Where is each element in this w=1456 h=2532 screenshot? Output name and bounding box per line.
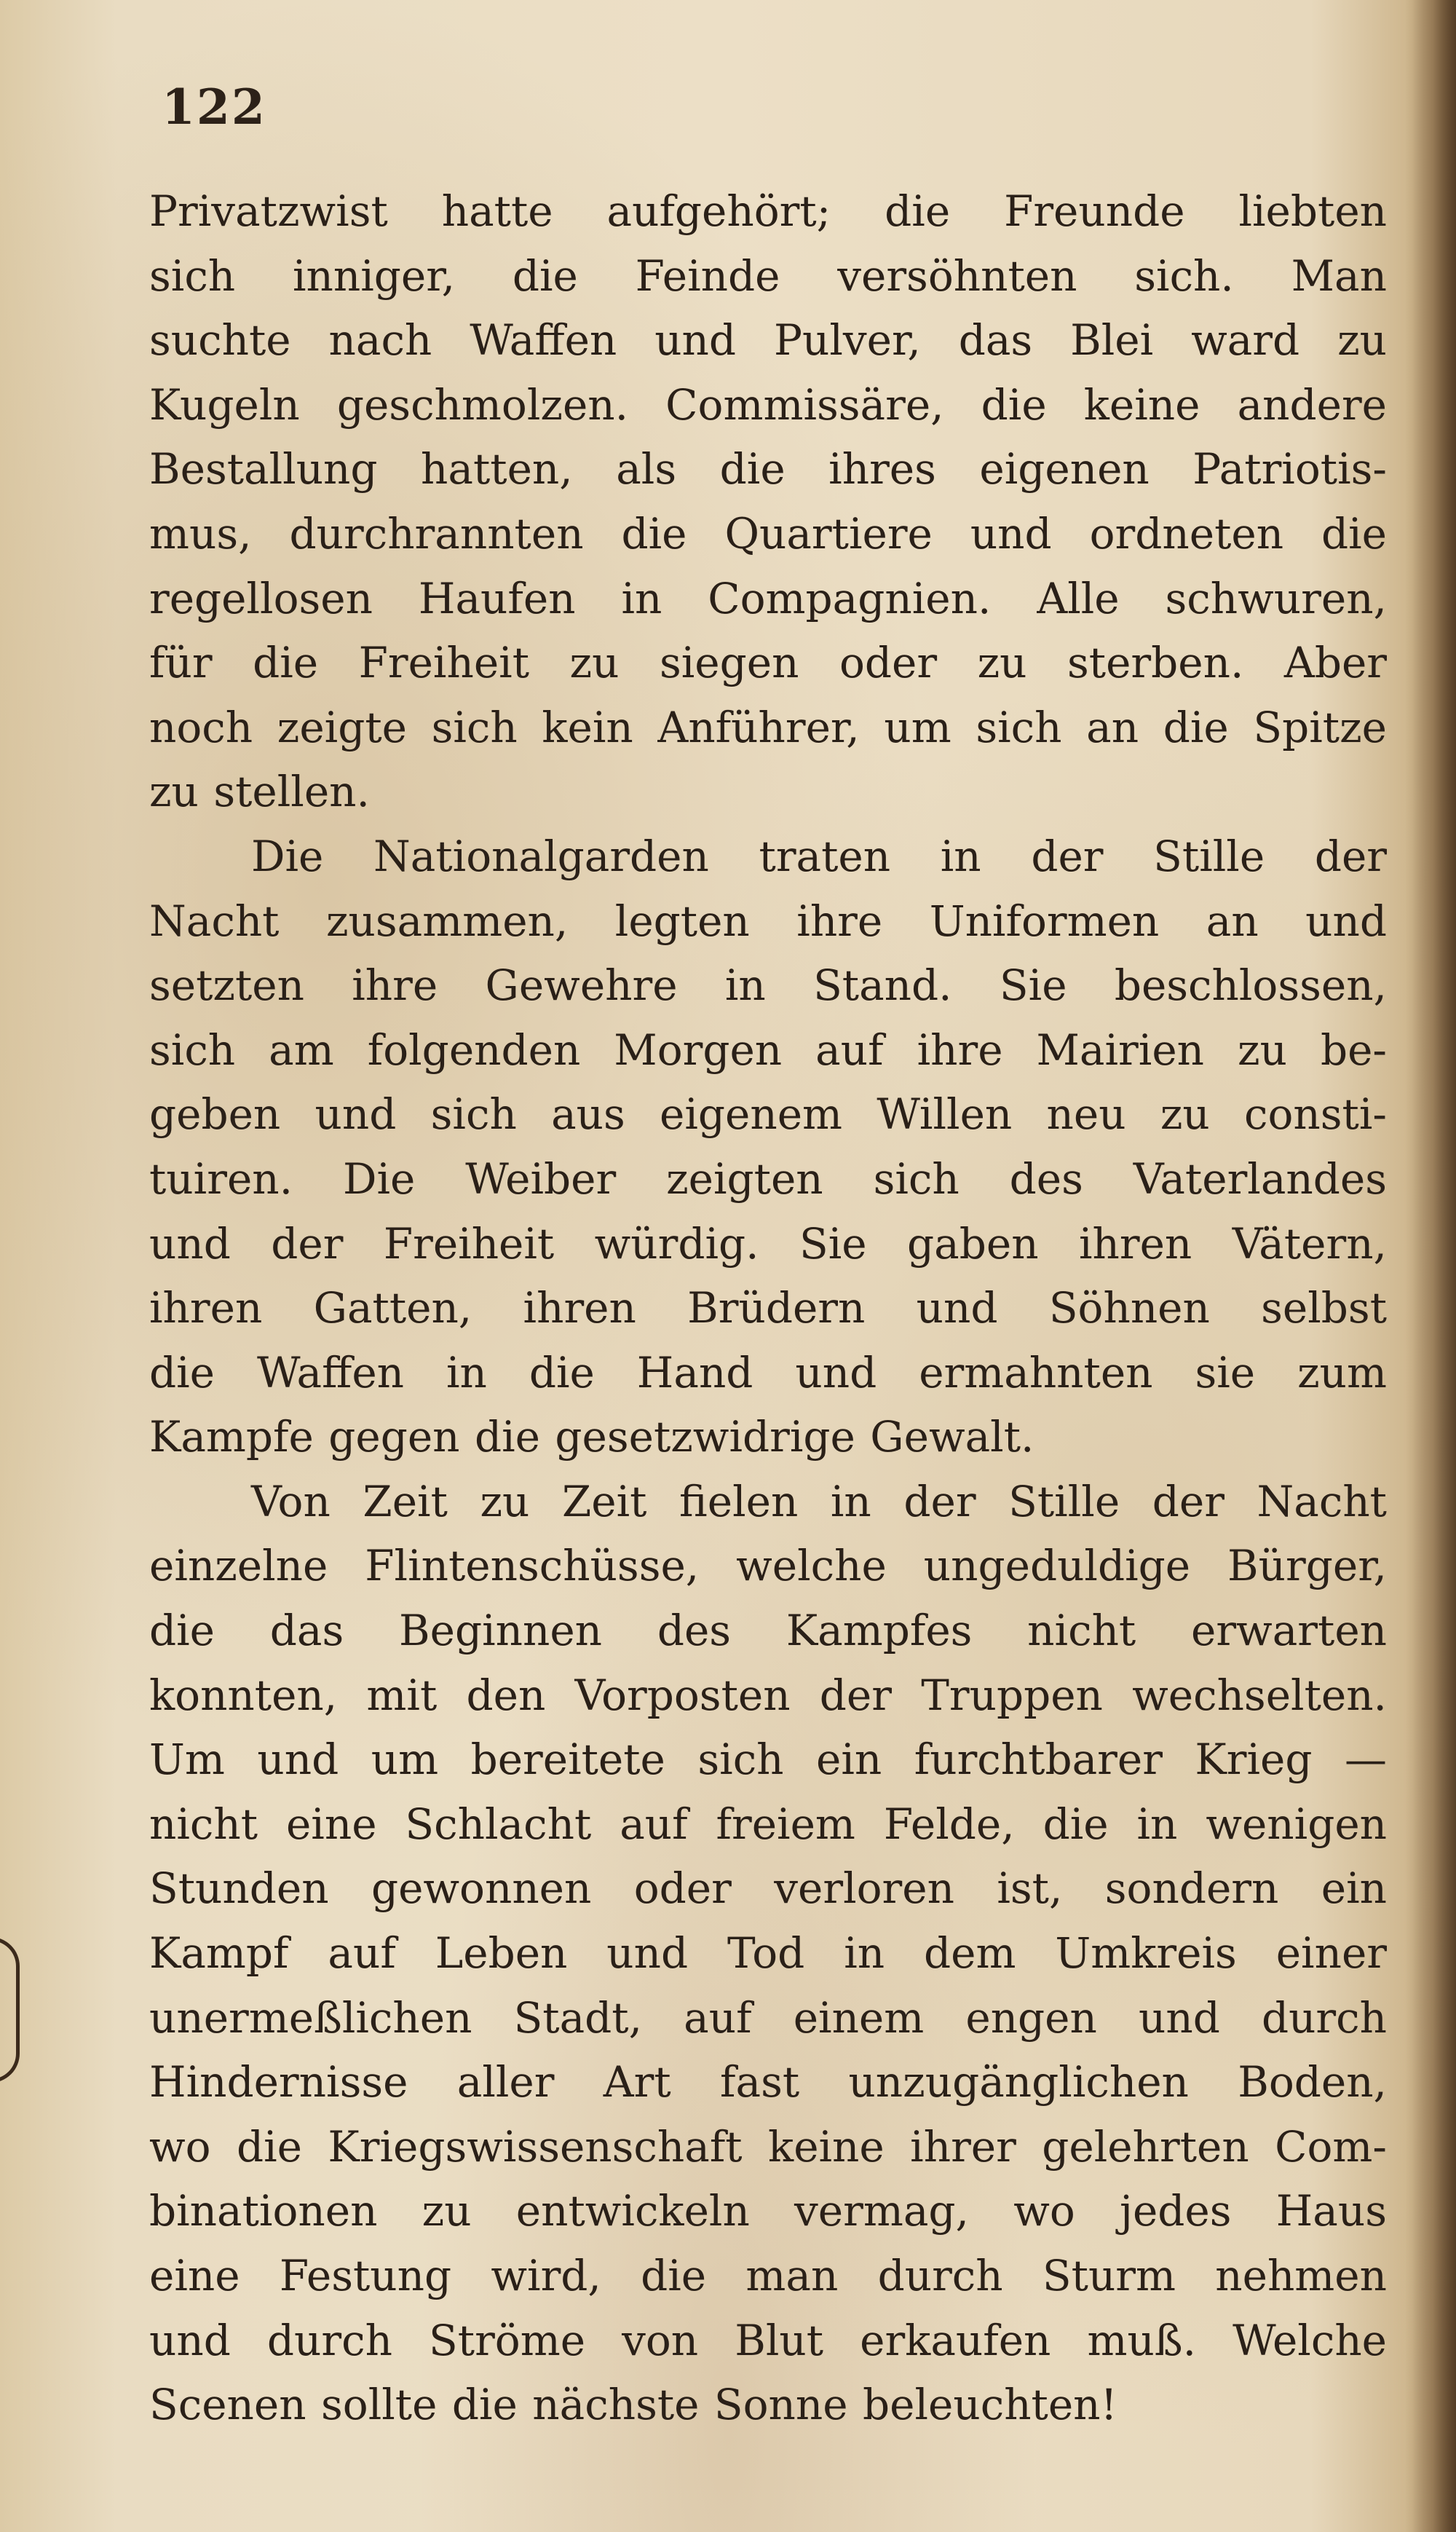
paragraph-start-line: Von Zeit zu Zeit fielen in der Stille der Nacht bbox=[251, 1476, 1387, 1526]
text-line: und durch Ströme von Blut erkaufen muß. Welche bbox=[149, 2315, 1387, 2365]
text-line: Um und um bereitete sich ein furchtbarer Krieg — bbox=[149, 1735, 1387, 1785]
text-line: suchte nach Waffen und Pulver, das Blei ward zu bbox=[149, 315, 1387, 366]
body-text bbox=[149, 179, 1387, 2437]
text-line: Scenen sollte die nächste Sonne beleuchten! bbox=[149, 2380, 1117, 2430]
page-edge-mark bbox=[0, 1937, 20, 2083]
text-line: regellosen Haufen in Compagnien. Alle schwuren, bbox=[149, 573, 1387, 623]
text-line: nicht eine Schlacht auf freiem Felde, die in wenigen bbox=[149, 1799, 1387, 1849]
text-line: setzten ihre Gewehre in Stand. Sie beschlossen, bbox=[149, 961, 1387, 1011]
text-line: zu stellen. bbox=[149, 767, 370, 817]
text-line: geben und sich aus eigenem Willen neu zu consti- bbox=[149, 1089, 1387, 1140]
text-line: Stunden gewonnen oder verloren ist, sondern ein bbox=[149, 1863, 1387, 1914]
page-number: 122 bbox=[162, 79, 266, 135]
text-line: sich inniger, die Feinde versöhnten sich. Man bbox=[149, 251, 1387, 301]
text-line: die das Beginnen des Kampfes nicht erwarten bbox=[149, 1606, 1387, 1656]
text-line: Bestallung hatten, als die ihres eigenen Patriotis- bbox=[149, 444, 1387, 494]
text-line: Hindernisse aller Art fast unzugänglichen Boden, bbox=[149, 2057, 1387, 2107]
text-line: wo die Kriegswissenschaft keine ihrer gelehrten Com- bbox=[149, 2121, 1387, 2172]
text-line: Kugeln geschmolzen. Commissäre, die keine andere bbox=[149, 379, 1387, 430]
text-line: und der Freiheit würdig. Sie gaben ihren Vätern, bbox=[149, 1218, 1387, 1269]
text-line: ihren Gatten, ihren Brüdern und Söhnen selbst bbox=[149, 1283, 1387, 1333]
text-line: für die Freiheit zu siegen oder zu sterben. Aber bbox=[149, 638, 1387, 688]
text-line: einzelne Flintenschüsse, welche ungeduldige Bürger, bbox=[149, 1541, 1387, 1591]
text-line: Nacht zusammen, legten ihre Uniformen an und bbox=[149, 896, 1387, 946]
text-line: mus, durchrannten die Quartiere und ordneten die bbox=[149, 508, 1387, 559]
text-line: konnten, mit den Vorposten der Truppen wechselten. bbox=[149, 1670, 1387, 1720]
text-line: tuiren. Die Weiber zeigten sich des Vaterlandes bbox=[149, 1153, 1387, 1204]
binding-shadow bbox=[1405, 0, 1456, 2532]
text-line: Kampf auf Leben und Tod in dem Umkreis einer bbox=[149, 1928, 1387, 1979]
text-line: binationen zu entwickeln vermag, wo jedes Haus bbox=[149, 2186, 1387, 2236]
text-line: unermeßlichen Stadt, auf einem engen und durch bbox=[149, 1992, 1387, 2043]
text-line: die Waffen in die Hand und ermahnten sie zum bbox=[149, 1347, 1387, 1397]
text-line: eine Festung wird, die man durch Sturm nehmen bbox=[149, 2251, 1387, 2300]
paragraph-start-line: Die Nationalgarden traten in der Stille der bbox=[251, 831, 1387, 881]
text-line: Kampfe gegen die gesetzwidrige Gewalt. bbox=[149, 1412, 1034, 1462]
text-line: Privatzwist hatte aufgehört; die Freunde liebten bbox=[149, 186, 1387, 236]
text-line: noch zeigte sich kein Anführer, um sich an die Spitze bbox=[149, 702, 1387, 752]
text-line: sich am folgenden Morgen auf ihre Mairien zu be- bbox=[149, 1025, 1387, 1075]
